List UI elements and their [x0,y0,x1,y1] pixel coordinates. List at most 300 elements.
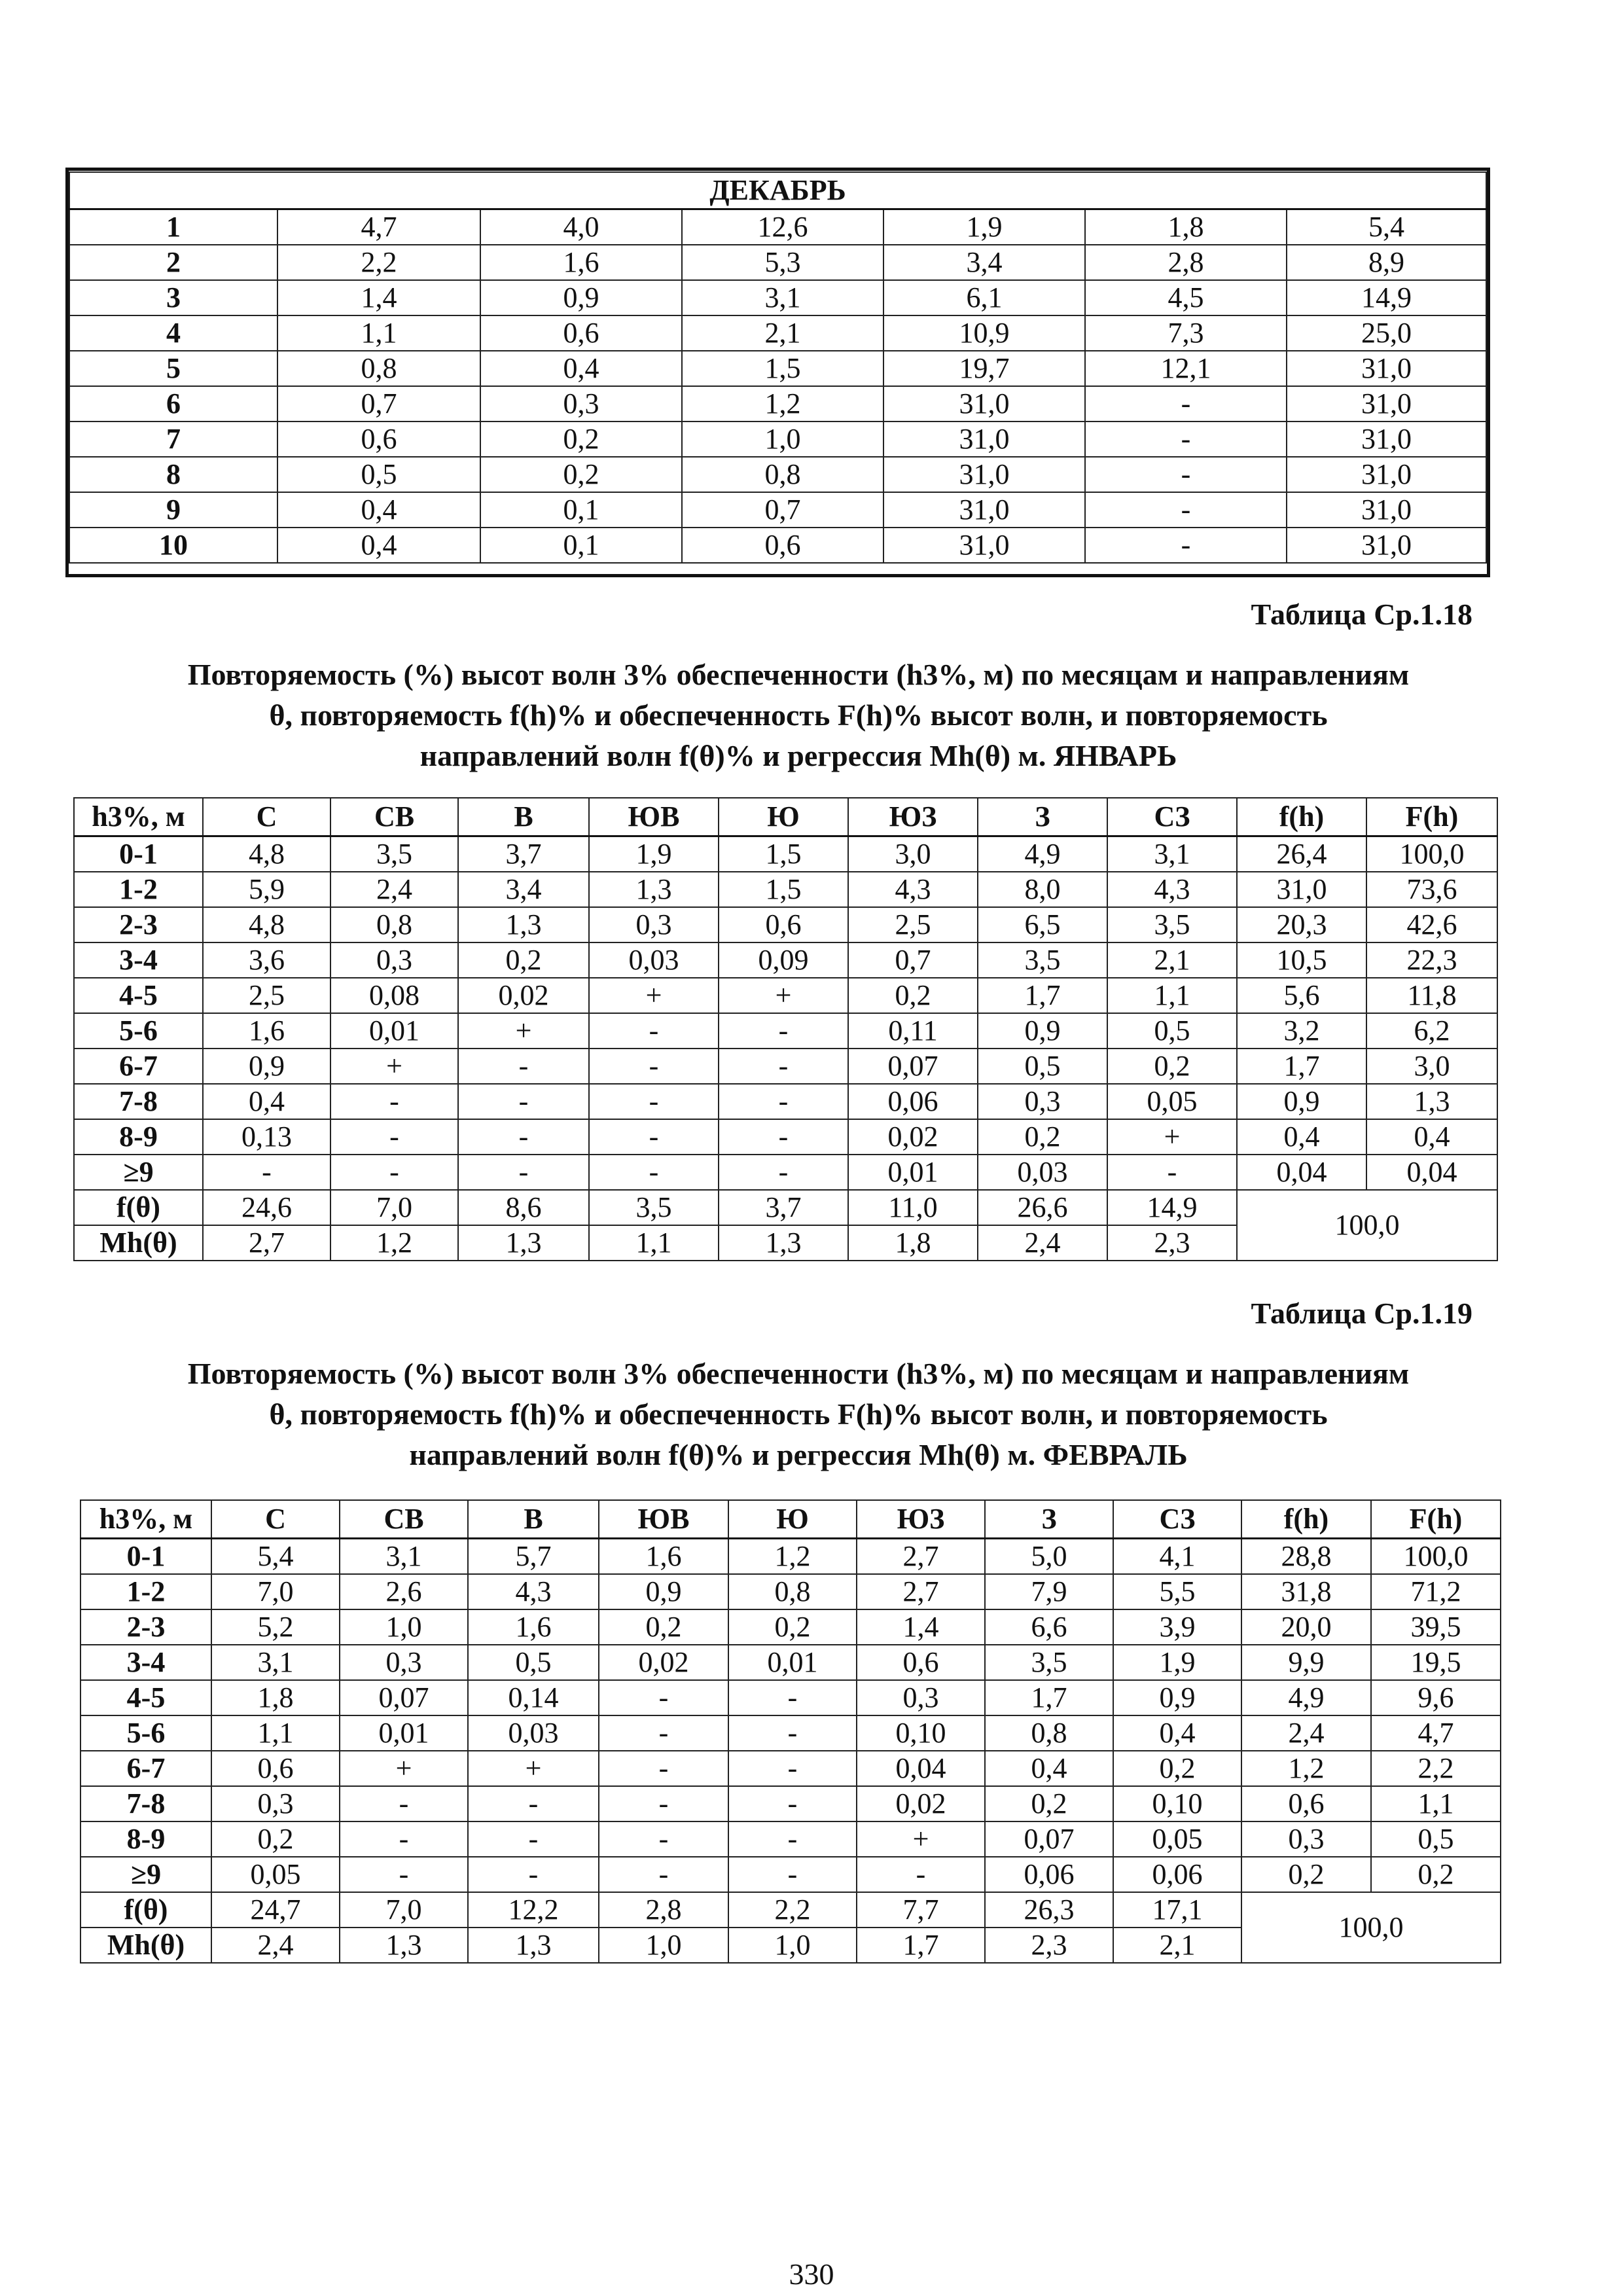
table-cell: - [1085,528,1287,563]
table-cell: 0,2 [599,1609,728,1645]
table-cell: - [599,1680,728,1715]
table-cell: 1,9 [883,209,1085,245]
table-cell: 31,0 [1287,422,1486,457]
table-cell: 0,05 [211,1857,340,1892]
column-header: СВ [340,1500,468,1539]
table-cell: 0,4 [277,492,480,528]
table-cell: 1,3 [458,907,589,942]
table-cell: 0,07 [848,1049,978,1084]
table-cell: 1,5 [719,872,848,907]
table-cell: - [589,1119,719,1155]
table-cell: 12,2 [468,1892,599,1928]
table-cell: 0,2 [1113,1751,1241,1786]
table-cell: 5,7 [468,1539,599,1575]
column-header: f(h) [1237,798,1366,836]
table-cell: 31,0 [883,386,1085,422]
table-cell: - [330,1119,458,1155]
table-cell: 0,9 [203,1049,330,1084]
table-cell: + [458,1013,589,1049]
table-cell: + [719,978,848,1013]
table-cell: 0,2 [480,422,682,457]
table-cell: 1,3 [719,1225,848,1261]
table-cell: 3,1 [682,280,883,315]
table-row [80,1574,1501,1609]
table-cell: 6,1 [883,280,1085,315]
table-cell: 2,5 [848,907,978,942]
table-cell: 73,6 [1366,872,1497,907]
table-cell: - [468,1857,599,1892]
table-cell: 3,0 [848,836,978,872]
table-cell: 20,3 [1237,907,1366,942]
table-cell: - [589,1013,719,1049]
table-cell: 3,7 [719,1190,848,1225]
table-cell: 1,2 [682,386,883,422]
table-cell: - [728,1751,857,1786]
table-cell: 3,0 [1366,1049,1497,1084]
table-cell: 7,0 [340,1892,468,1928]
table-cell: - [857,1857,985,1892]
table-cell: 1,1 [1107,978,1237,1013]
table-cell: 0,2 [985,1786,1113,1821]
table-row [74,1119,1497,1155]
table-cell: 1,3 [1366,1084,1497,1119]
table-cell: 2,3 [985,1928,1113,1963]
row-label: 8-9 [74,1119,203,1155]
row-number: 10 [69,528,277,563]
table-cell: - [340,1857,468,1892]
table-cell: 6,5 [978,907,1107,942]
column-header: ЮВ [589,798,719,836]
table-cell: - [1085,422,1287,457]
february-title-line3: направлений волн f(θ)% и регрессия Mh(θ) м. ФЕВРАЛЬ [409,1438,1188,1471]
table-cell: 31,0 [1287,351,1486,386]
table-cell: 3,5 [589,1190,719,1225]
column-header: З [985,1500,1113,1539]
table-cell: - [728,1821,857,1857]
table-cell: 0,01 [728,1645,857,1680]
column-header: В [468,1500,599,1539]
table-cell: 100,0 [1371,1539,1501,1575]
table-cell: 8,6 [458,1190,589,1225]
table-cell: 0,05 [1113,1821,1241,1857]
table-cell: 7,3 [1085,315,1287,351]
table-cell: 14,9 [1107,1190,1237,1225]
table-row [80,1609,1501,1645]
table-cell: 1,7 [1237,1049,1366,1084]
table-row [80,1680,1501,1715]
table-cell: 1,0 [728,1928,857,1963]
column-header: Ю [728,1500,857,1539]
table-cell: 0,8 [682,457,883,492]
table-cell: 8,9 [1287,245,1486,280]
table-cell: 10,5 [1237,942,1366,978]
table-cell: 4,5 [1085,280,1287,315]
table-cell: 0,01 [330,1013,458,1049]
table-cell: 1,3 [468,1928,599,1963]
table-cell: 31,0 [1287,528,1486,563]
table-cell: 28,8 [1241,1539,1371,1575]
column-header: С [211,1500,340,1539]
table-cell: - [330,1084,458,1119]
row-label: 0-1 [80,1539,211,1575]
table-cell: 0,2 [978,1119,1107,1155]
table-cell: 2,8 [1085,245,1287,280]
table-cell: 0,02 [848,1119,978,1155]
table-cell: 0,8 [728,1574,857,1609]
table-cell: 0,3 [978,1084,1107,1119]
table-cell: 39,5 [1371,1609,1501,1645]
february-caption: Таблица Ср.1.19 [1251,1297,1472,1330]
f-theta-label: f(θ) [74,1190,203,1225]
table-cell: 0,9 [599,1574,728,1609]
table-cell: 3,5 [330,836,458,872]
table-cell: 2,6 [340,1574,468,1609]
january-title-line1: Повторяемость (%) высот волн 3% обеспеченности (h3%, м) по месяцам и направлениям [187,658,1410,691]
table-cell: 0,4 [1366,1119,1497,1155]
table-cell: 0,3 [480,386,682,422]
table-cell: + [330,1049,458,1084]
column-header: З [978,798,1107,836]
table-cell: 1,1 [211,1715,340,1751]
table-cell: 0,4 [1113,1715,1241,1751]
column-header: ЮЗ [857,1500,985,1539]
december-title: ДЕКАБРЬ [69,172,1486,209]
table-cell: 3,9 [1113,1609,1241,1645]
row-number: 6 [69,386,277,422]
table-row [80,1786,1501,1821]
table-row [74,872,1497,907]
row-number: 2 [69,245,277,280]
table-cell: - [599,1751,728,1786]
row-label: 2-3 [74,907,203,942]
table-cell: 42,6 [1366,907,1497,942]
table-row [74,978,1497,1013]
row-label: 3-4 [80,1645,211,1680]
table-cell: - [458,1049,589,1084]
row-label: 0-1 [74,836,203,872]
table-cell: - [719,1013,848,1049]
table-cell: - [1085,492,1287,528]
table-cell: 0,5 [468,1645,599,1680]
table-cell: 26,4 [1237,836,1366,872]
table-row [80,1857,1501,1892]
table-cell: 0,8 [277,351,480,386]
row-number: 9 [69,492,277,528]
row-number: 5 [69,351,277,386]
table-cell: 12,1 [1085,351,1287,386]
table-cell: 0,1 [480,492,682,528]
f-theta-row [74,1190,1497,1225]
header-row [74,798,1497,836]
row-label: 4-5 [74,978,203,1013]
table-cell: 3,5 [1107,907,1237,942]
table-row [80,1539,1501,1575]
table-cell: 4,1 [1113,1539,1241,1575]
table-cell: 100,0 [1366,836,1497,872]
table-cell: 5,9 [203,872,330,907]
table-cell: 0,6 [719,907,848,942]
page-number: 330 [789,2257,834,2291]
table-cell: 1,7 [978,978,1107,1013]
table-cell: 11,8 [1366,978,1497,1013]
table-cell: - [203,1155,330,1190]
table-cell: - [719,1084,848,1119]
january-title-line2: θ, повторяемость f(h)% и обеспеченность F(h)% высот волн, и повторяемость [269,698,1328,732]
table-cell: 0,10 [1113,1786,1241,1821]
table-cell: 14,9 [1287,280,1486,315]
table-cell: 0,2 [728,1609,857,1645]
february-table [80,1499,1501,1964]
table-cell: - [728,1786,857,1821]
table-cell: 1,9 [1113,1645,1241,1680]
table-cell: 0,9 [480,280,682,315]
table-cell: 0,2 [480,457,682,492]
table-cell: 0,1 [480,528,682,563]
table-cell: 1,2 [330,1225,458,1261]
table-cell: 1,1 [1371,1786,1501,1821]
table-cell: 0,13 [203,1119,330,1155]
table-cell: - [330,1155,458,1190]
table-cell: 1,3 [458,1225,589,1261]
table-cell: 0,07 [340,1680,468,1715]
table-cell: 0,4 [480,351,682,386]
table-cell: 0,04 [1366,1155,1497,1190]
row-label: ≥9 [74,1155,203,1190]
column-header: СЗ [1107,798,1237,836]
row-number: 3 [69,280,277,315]
table-cell: 0,5 [1107,1013,1237,1049]
table-cell: 1,4 [857,1609,985,1645]
column-header: ЮВ [599,1500,728,1539]
table-row [74,942,1497,978]
table-cell: 2,7 [857,1539,985,1575]
m-theta-label: Mh(θ) [74,1225,203,1261]
column-header: Ю [719,798,848,836]
table-cell: - [719,1119,848,1155]
table-cell: 4,7 [1371,1715,1501,1751]
table-cell: 12,6 [682,209,883,245]
table-cell: 5,2 [211,1609,340,1645]
m-theta-label: Mh(θ) [80,1928,211,1963]
january-table [73,797,1498,1261]
table-cell: - [599,1786,728,1821]
table-cell: 0,2 [848,978,978,1013]
table-cell: - [340,1821,468,1857]
table-cell: 0,04 [1237,1155,1366,1190]
table-cell: 0,3 [211,1786,340,1821]
table-cell: 9,9 [1241,1645,1371,1680]
table-cell: 2,1 [1107,942,1237,978]
table-cell: 3,5 [985,1645,1113,1680]
column-header: В [458,798,589,836]
table-cell: 3,6 [203,942,330,978]
table-cell: 1,0 [340,1609,468,1645]
table-cell: 0,06 [848,1084,978,1119]
table-cell: - [599,1715,728,1751]
column-header: F(h) [1366,798,1497,836]
table-cell: - [458,1119,589,1155]
table-cell: 7,0 [211,1574,340,1609]
table-cell: 3,7 [458,836,589,872]
table-cell: 1,6 [480,245,682,280]
table-cell: - [589,1049,719,1084]
table-cell: 2,3 [1107,1225,1237,1261]
table-cell: - [589,1084,719,1119]
table-cell: 0,4 [1237,1119,1366,1155]
table-cell: 4,9 [978,836,1107,872]
table-cell: 5,3 [682,245,883,280]
table-cell: 1,1 [277,315,480,351]
row-label: 5-6 [80,1715,211,1751]
table-cell: 31,8 [1241,1574,1371,1609]
table-cell: 0,05 [1107,1084,1237,1119]
table-cell: - [599,1857,728,1892]
f-theta-label: f(θ) [80,1892,211,1928]
table-cell: 2,2 [277,245,480,280]
table-cell: 26,3 [985,1892,1113,1928]
table-cell: 24,7 [211,1892,340,1928]
row-label: 6-7 [74,1049,203,1084]
table-cell: 5,5 [1113,1574,1241,1609]
table-cell: 4,0 [480,209,682,245]
table-cell: 1,8 [1085,209,1287,245]
row-label: 1-2 [80,1574,211,1609]
table-row [80,1645,1501,1680]
row-label: ≥9 [80,1857,211,1892]
row-label: 1-2 [74,872,203,907]
table-cell: 0,3 [589,907,719,942]
table-cell: 0,8 [985,1715,1113,1751]
table-cell: 0,03 [468,1715,599,1751]
table-cell: 1,9 [589,836,719,872]
table-cell: 0,01 [848,1155,978,1190]
table-cell: 4,8 [203,836,330,872]
table-cell: 6,2 [1366,1013,1497,1049]
table-cell: 0,6 [211,1751,340,1786]
table-cell: 0,02 [599,1645,728,1680]
table-cell: 4,3 [848,872,978,907]
table-cell: - [468,1821,599,1857]
table-cell: 2,7 [203,1225,330,1261]
table-cell: 0,03 [589,942,719,978]
table-cell: 9,6 [1371,1680,1501,1715]
table-cell: 4,8 [203,907,330,942]
table-cell: 2,8 [599,1892,728,1928]
table-cell: 1,6 [468,1609,599,1645]
header-row [80,1500,1501,1539]
table-cell: 22,3 [1366,942,1497,978]
table-cell: 0,09 [719,942,848,978]
table-cell: 0,3 [330,942,458,978]
table-cell: 7,0 [330,1190,458,1225]
table-cell: 1,6 [599,1539,728,1575]
table-cell: 1,8 [211,1680,340,1715]
table-cell: 0,11 [848,1013,978,1049]
table-cell: 31,0 [1287,457,1486,492]
table-cell: 0,2 [1107,1049,1237,1084]
column-header: СВ [330,798,458,836]
table-cell: 4,3 [468,1574,599,1609]
table-cell: 8,0 [978,872,1107,907]
table-cell: 1,3 [589,872,719,907]
table-row [80,1751,1501,1786]
table-cell: 5,6 [1237,978,1366,1013]
table-cell: 1,2 [728,1539,857,1575]
table-cell: 2,4 [1241,1715,1371,1751]
table-cell: - [1085,457,1287,492]
row-label: 4-5 [80,1680,211,1715]
row-number: 4 [69,315,277,351]
table-cell: 3,1 [1107,836,1237,872]
row-number: 1 [69,209,277,245]
table-cell: 31,0 [883,528,1085,563]
column-header: h3%, м [74,798,203,836]
table-cell: 4,7 [277,209,480,245]
table-cell: 31,0 [1287,386,1486,422]
table-cell: 6,6 [985,1609,1113,1645]
table-cell: 1,7 [857,1928,985,1963]
february-title [98,1354,1499,1475]
table-cell: 3,1 [211,1645,340,1680]
january-caption: Таблица Ср.1.18 [1251,598,1472,631]
table-cell: 7,9 [985,1574,1113,1609]
table-cell: 0,4 [203,1084,330,1119]
row-label: 5-6 [74,1013,203,1049]
table-cell: 7,7 [857,1892,985,1928]
table-cell: 0,7 [277,386,480,422]
table-cell: - [1085,386,1287,422]
table-cell: 19,7 [883,351,1085,386]
table-cell: 0,04 [857,1751,985,1786]
table-cell: + [589,978,719,1013]
table-cell: 0,6 [1241,1786,1371,1821]
table-row [74,1084,1497,1119]
table-cell: 1,5 [719,836,848,872]
table-cell: - [728,1680,857,1715]
column-header: h3%, м [80,1500,211,1539]
table-cell: 1,5 [682,351,883,386]
table-cell: 4,3 [1107,872,1237,907]
table-cell: 1,6 [203,1013,330,1049]
table-cell: 5,4 [1287,209,1486,245]
table-cell: - [599,1821,728,1857]
table-cell: 0,6 [857,1645,985,1680]
table-row [80,1821,1501,1857]
table-cell: + [1107,1119,1237,1155]
table-cell: 19,5 [1371,1645,1501,1680]
table-cell: 24,6 [203,1190,330,1225]
table-cell: 0,2 [1371,1857,1501,1892]
table-cell: 0,7 [848,942,978,978]
table-cell: 25,0 [1287,315,1486,351]
table-cell: 71,2 [1371,1574,1501,1609]
table-cell: 2,1 [682,315,883,351]
table-cell: 5,0 [985,1539,1113,1575]
table-cell: 1,2 [1241,1751,1371,1786]
table-cell: 2,2 [728,1892,857,1928]
f-theta-row [80,1892,1501,1928]
table-cell: 0,06 [1113,1857,1241,1892]
row-label: 7-8 [80,1786,211,1821]
table-cell: 0,3 [1241,1821,1371,1857]
table-row [80,1715,1501,1751]
column-header: С [203,798,330,836]
row-number: 7 [69,422,277,457]
table-cell: - [340,1786,468,1821]
table-cell: - [589,1155,719,1190]
table-cell: 4,9 [1241,1680,1371,1715]
total-cell: 100,0 [1241,1892,1501,1963]
